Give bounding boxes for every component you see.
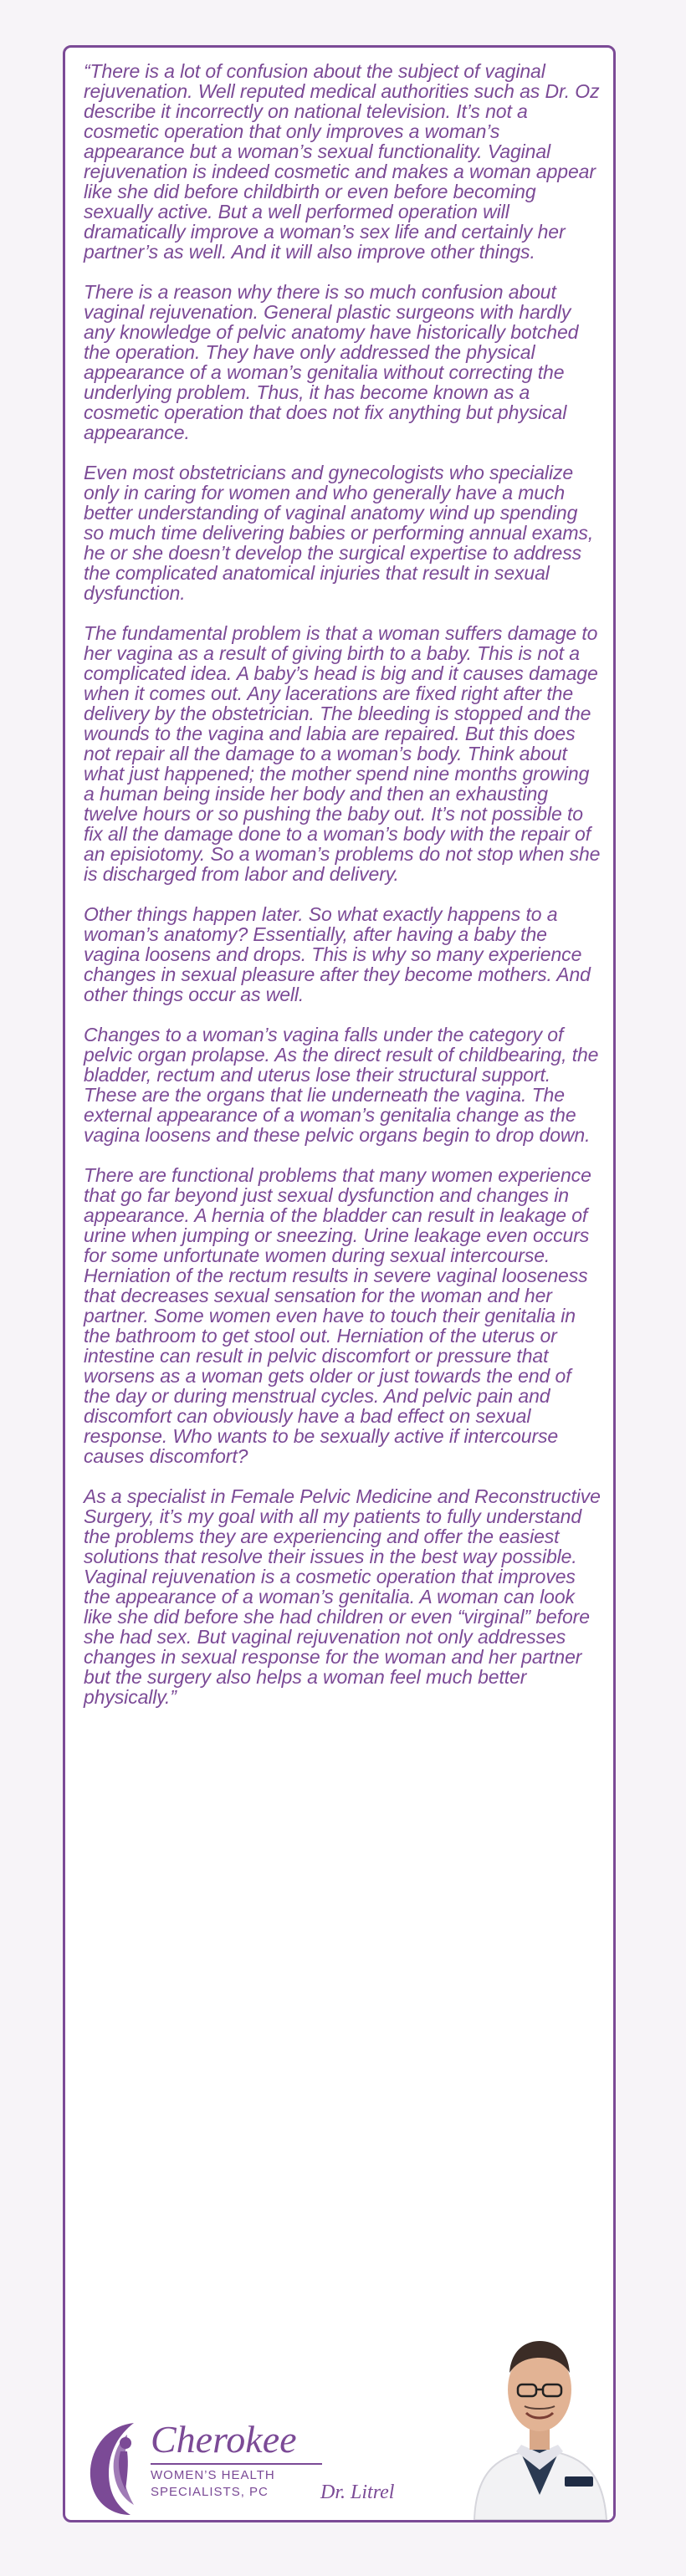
quote-paragraph-4: The fundamental problem is that a woman suffers damage to her vagina as a result of giving birth to a baby. This is not a complicated idea. A baby’s head is big and it causes damage when it comes out. Any lacerations are fixed right after the delivery by the obstetrician. The bleeding is stopped and the wounds to the vagina and labia are repaired. But this does not repair all the damage to a woman’s body. Think about what just happened; the mother spend nine months growing a human being inside her body and then an exhausting twelve hours or so pushing the baby out. It’s not possible to fix all the damage done to a woman’s body with the repair of an episiotomy. So a woman’s problems do not stop when she is discharged from labor and delivery. bbox=[84, 622, 601, 885]
logo-emblem-icon bbox=[84, 2418, 147, 2518]
quote-body bbox=[84, 61, 602, 1727]
quote-paragraph-1: “There is a lot of confusion about the subject of vaginal rejuvenation. Well reputed medical authorities such as Dr. Oz describe it incorrectly on national television. It’s not a cosmetic operation that only improves a woman’s appearance but a woman’s sexual functionality. Vaginal rejuvenation is indeed cosmetic and makes a woman appear like she did before childbirth or even before becoming sexually active. But a well performed operation will dramatically improve a woman’s sex life and certainly her partner’s as well. And it will also improve other things. bbox=[84, 60, 600, 263]
footer bbox=[65, 2303, 613, 2520]
quote-paragraph-5: Other things happen later. So what exactly happens to a woman’s anatomy? Essentially, after having a baby the vagina loosens and drops. This is why so many experience changes in sexual pleasure after they become mothers. And other things occur as well. bbox=[84, 903, 591, 1005]
brand-logo bbox=[84, 2418, 335, 2518]
doctor-portrait bbox=[466, 2303, 613, 2520]
quote-paragraph-8: As a specialist in Female Pelvic Medicine and Reconstructive Surgery, it’s my goal with all my patients to fully understand the problems they are experiencing and offer the easiest solutions that resolve their issues in the best way possible. Vaginal rejuvenation is a cosmetic operation that improves the appearance of a woman’s genitalia. A woman can look like she did before she had children or even “virginal” before she had sex. But vaginal rejuvenation not only addresses changes in sexual response for the woman and her partner but the surgery also helps a woman feel much better physically.” bbox=[84, 1485, 601, 1708]
brand-tagline-line-2: SPECIALISTS, PC bbox=[151, 2485, 269, 2499]
quote-paragraph-2: There is a reason why there is so much confusion about vaginal rejuvenation. General plastic surgeons with hardly any knowledge of pelvic anatomy have historically botched the operation. They have only addressed the physical appearance of a woman’s genitalia without correcting the underlying problem. Thus, it has become known as a cosmetic operation that does not fix anything but physical appearance. bbox=[84, 281, 579, 443]
brand-tagline-line-1: WOMEN’S HEALTH bbox=[151, 2468, 275, 2482]
quote-card bbox=[63, 45, 616, 2522]
quote-paragraph-3: Even most obstetricians and gynecologists who specialize only in caring for women and who generally have a much better understanding of vaginal anatomy wind up spending so much time delivering babies or performing annual exams, he or she doesn’t develop the surgical expertise to address the complicated anatomical injuries that result in sexual dysfunction. bbox=[84, 462, 594, 604]
brand-divider bbox=[151, 2463, 322, 2465]
quote-paragraph-6: Changes to a woman’s vagina falls under the category of pelvic organ prolapse. As the direct result of childbearing, the bladder, rectum and uterus lose their structural support. These are the organs that lie underneath the vagina. The external appearance of a woman’s genitalia change as the vagina loosens and these pelvic organs begin to drop down. bbox=[84, 1024, 599, 1146]
brand-name: Cherokee bbox=[151, 2418, 297, 2461]
doctor-signature: Dr. Litrel bbox=[320, 2481, 395, 2503]
quote-paragraph-7: There are functional problems that many women experience that go far beyond just sexual dysfunction and changes in appearance. A hernia of the bladder can result in leakage of urine when jumping or sneezing. Urine leakage even occurs for some unfortunate women during sexual intercourse. Herniation of the rectum results in severe vaginal looseness that decreases sexual sensation for the woman and her partner. Some women even have to touch their genitalia in the bathroom to get stool out. Herniation of the uterus or intestine can result in pelvic discomfort or pressure that worsens as a woman gets older or just towards the end of the day or during menstrual cycles. And pelvic pain and discomfort can obviously have a bad effect on sexual response. Who wants to be sexually active if intercourse causes discomfort? bbox=[84, 1164, 591, 1467]
